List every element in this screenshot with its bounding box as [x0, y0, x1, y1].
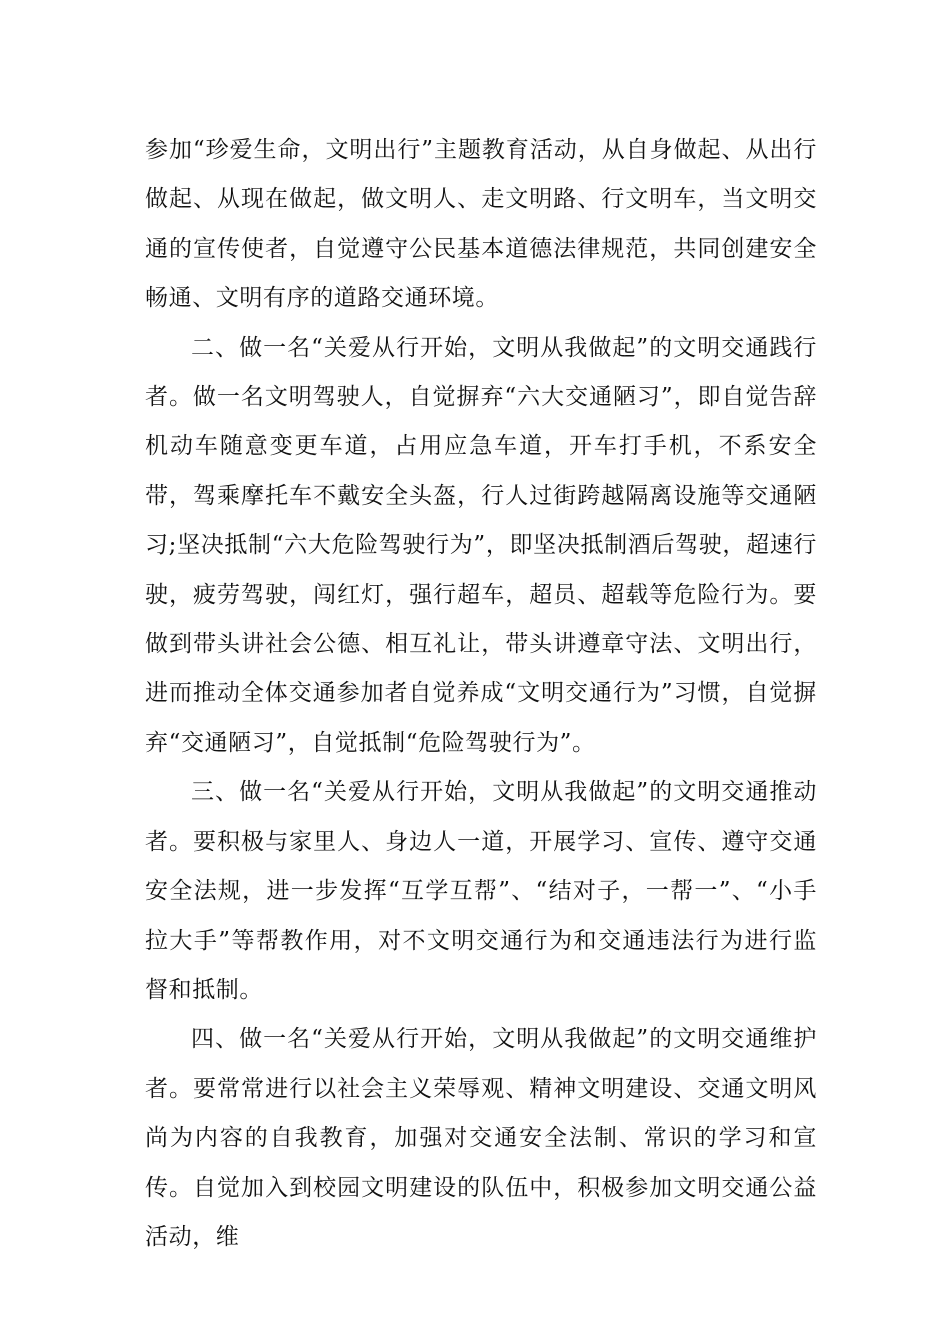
- paragraph-continuation: 参加“珍爱生命，文明出行”主题教育活动，从自身做起、从出行做起、从现在做起，做文明人、走文明路、行文明车，当文明交通的宣传使者，自觉遵守公民基本道德法律规范，共同创建安全畅通、文明有序的道路交通环境。: [145, 137, 817, 312]
- paragraph-section-two: 二、做一名“关爱从行开始，文明从我做起”的文明交通践行者。做一名文明驾驶人，自觉摒弃“六大交通陋习”，即自觉告辞机动车随意变更车道，占用应急车道，开车打手机，不系安全带，驾乘摩托车不戴安全头盔，行人过街跨越隔离设施等交通陋习;坚决抵制“六大危险驾驶行为”，即坚决抵制酒后驾驶，超速行驶，疲劳驾驶，闯红灯，强行超车，超员、超载等危险行为。要做到带头讲社会公德、相互礼让，带头讲遵章守法、文明出行，进而推动全体交通参加者自觉养成“文明交通行为”习惯，自觉摒弃“交通陋习”，自觉抵制“危险驾驶行为”。: [145, 334, 817, 756]
- document-body: [145, 126, 817, 1262]
- paragraph-section-four: 四、做一名“关爱从行开始，文明从我做起”的文明交通维护者。要常常进行以社会主义荣辱观、精神文明建设、交通文明风尚为内容的自我教育，加强对交通安全法制、常识的学习和宣传。自觉加入到校园文明建设的队伍中，积极参加文明交通公益活动，维: [145, 1026, 817, 1250]
- paragraph-section-three: 三、做一名“关爱从行开始，文明从我做起”的文明交通推动者。要积极与家里人、身边人一道，开展学习、宣传、遵守交通安全法规，进一步发挥“互学互帮”、“结对子，一帮一”、“小手拉大手”等帮教作用，对不文明交通行为和交通违法行为进行监督和抵制。: [145, 779, 817, 1003]
